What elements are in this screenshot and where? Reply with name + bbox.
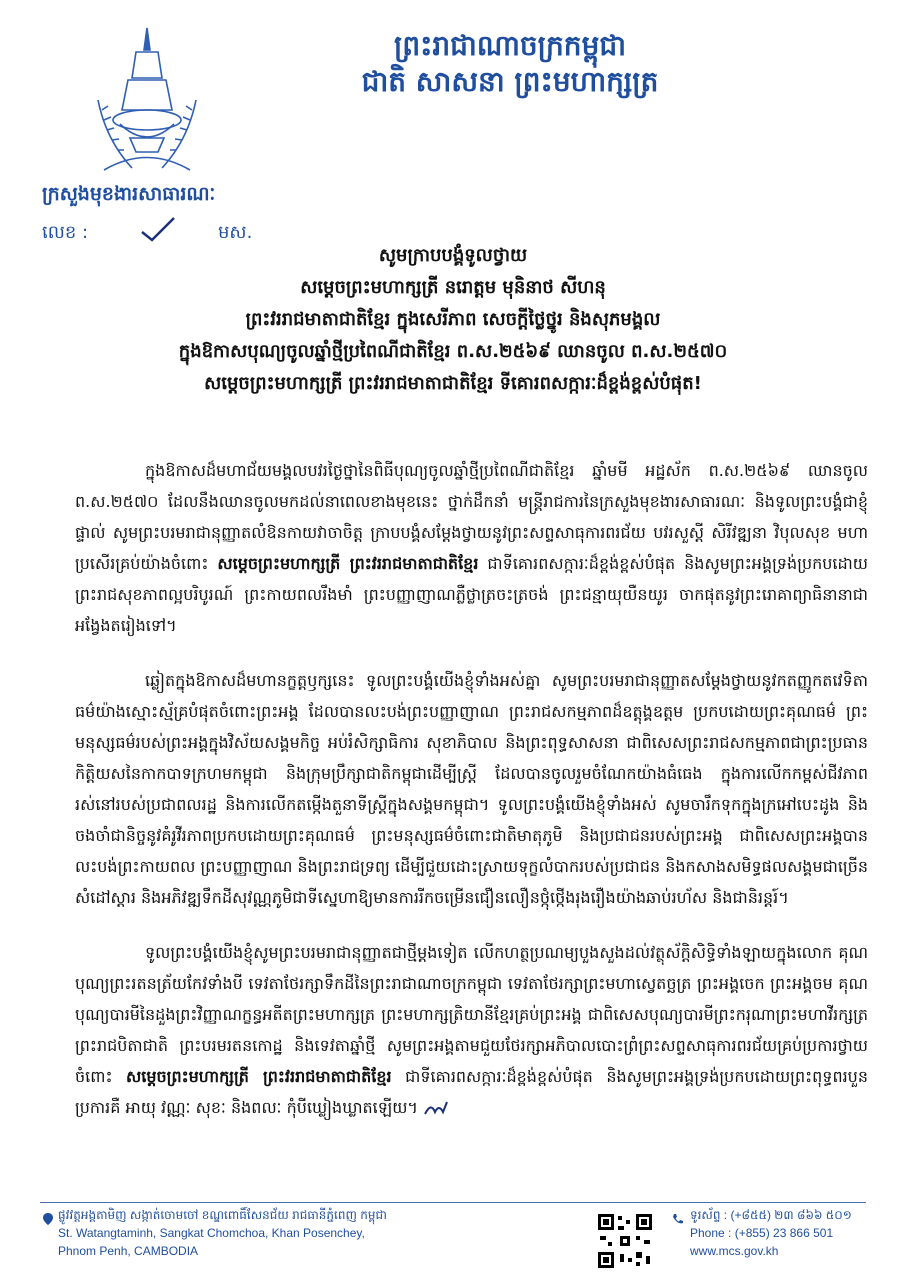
website-link[interactable]: www.mcs.gov.kh bbox=[690, 1244, 779, 1258]
phone-khmer: ទូរស័ព្ទ : (+៨៥៥) ២៣ ៨៦៦ ៥០១ bbox=[690, 1208, 852, 1222]
kingdom-header bbox=[250, 28, 770, 100]
letter-title-block bbox=[40, 240, 866, 400]
footer-contact bbox=[690, 1206, 852, 1260]
paragraph-text: ជាទីគោរពសក្ការៈដ៏ខ្ពង់ខ្ពស់បំផុត និងសូមព្រះអង្គទ្រង់ប្រកបដោយព្រះពុទ្ធពរបួនប្រការគឺ អាយុ វណ្ណៈ សុខៈ និងពលៈ កុំបីឃ្លៀងឃ្លាតឡើយ។ bbox=[75, 1067, 868, 1117]
ref-suffix: មស. bbox=[218, 222, 253, 243]
location-pin-icon bbox=[42, 1212, 54, 1226]
paragraph-bold: សម្តេចព្រះមហាក្សត្រី ព្រះវររាជមាតាជាតិខ្មែរ bbox=[126, 1067, 392, 1086]
address-khmer: ផ្លូវវត្តអង្គតាមិញ សង្កាត់ចោមចៅ ខណ្ឌពោធិ៍សែនជ័យ រាជធានីភ្នំពេញ កម្ពុជា bbox=[58, 1208, 387, 1222]
kingdom-title: ព្រះរាជាណាចក្រកម្ពុជា bbox=[393, 29, 626, 62]
ministry-name: ក្រសួងមុខងារសាធារណៈ bbox=[42, 183, 216, 205]
title-line: ក្នុងឱកាសបុណ្យចូលឆ្នាំថ្មីប្រពៃណីជាតិខ្មែរ ព.ស.២៥៦៩ ឈានចូល ព.ស.២៥៧០ bbox=[178, 341, 728, 362]
address-english-line1: St. Watangtaminh, Sangkat Chomchoa, Khan Posenchey, bbox=[58, 1226, 365, 1240]
paragraph-bold: សម្តេចព្រះមហាក្សត្រី ព្រះវររាជមាតាជាតិខ្មែរ bbox=[217, 554, 479, 573]
qr-code-icon bbox=[596, 1212, 654, 1270]
paragraph bbox=[75, 937, 868, 1123]
national-motto: ជាតិ សាសនា ព្រះមហាក្សត្រ bbox=[361, 65, 659, 98]
title-line: សូមក្រាបបង្គំទូលថ្វាយ bbox=[378, 245, 528, 266]
address-english-line2: Phnom Penh, CAMBODIA bbox=[58, 1244, 199, 1258]
paragraph-text: ទូលព្រះបង្គំយើងខ្ញុំសូមព្រះបរមរាជានុញ្ញាតជាថ្មីម្តងទៀត លើកហត្ថប្រណម្យបួងសួងដល់វត្ថុស័ក្តិសិទ្ធិទាំងឡាយក្នុងលោក គុណបុណ្យព្រះរតនត្រ័យកែវទាំងបី ទេវតាថែរក្សាទឹកដីនៃព្រះរាជាណាចក្រកម្ពុជា ទេវតាថែរក្សាព្រះមហាស្វេតច្ឆត្រ ព្រះអង្គចេក ព្រះអង្គចម គុណបុណ្យបារមីនៃដួងព្រះវិញ្ញាណក្ខន្ធអតីតព្រះមហាក្សត្រ ព្រះមហាក្សត្រិយានីខ្មែរគ្រប់ព្រះអង្គ ជាពិសេសបុណ្យបារមីព្រះករុណាព្រះមហាវីរក្សត្រព្រះរាជបិតាជាតិ ព្រះបរមរតនកោដ្ឋ និងទេវតាឆ្នាំថ្មី សូមព្រះអង្គតាមជួយថែរក្សាអភិបាលបោះព្រំព្រះសព្ទសាធុការពរជ័យគ្រប់ប្រការថ្វាយចំពោះ bbox=[75, 943, 868, 1086]
title-line: ព្រះវររាជមាតាជាតិខ្មែរ ក្នុងសេរីភាព សេចក្តីថ្លៃថ្នូរ និងសុភមង្គល bbox=[245, 309, 661, 330]
royal-emblem-icon bbox=[92, 20, 202, 185]
footer-address bbox=[58, 1206, 387, 1260]
ref-label: លេខ : bbox=[42, 222, 89, 243]
paragraph: ឆ្លៀតក្នុងឱកាសដ៏មហានក្ខត្តឫក្សនេះ ទូលព្រះបង្គំយើងខ្ញុំទាំងអស់គ្នា សូមព្រះបរមរាជានុញ្ញាតសម្តែងថ្វាយនូវកតញ្ញូកតវេទិតាធម៌យ៉ាងស្មោះស្ម័គ្របំផុតចំពោះព្រះអង្គ ដែលបានលះបង់ព្រះបញ្ញាញាណ ព្រះរាជសកម្មភាពដ៏ឧត្តុង្គឧត្តម ប្រកបដោយព្រះគុណធម៌ ព្រះមនុស្សធម៌របស់ព្រះអង្គក្នុងវិស័យសង្គមកិច្ច អប់រំសិក្សាធិការ សុខាភិបាល និងព្រះពុទ្ធសាសនា ជាពិសេសព្រះរាជសកម្មភាពជាព្រះប្រធានកិត្តិយសនៃកាកបាទក្រហមកម្ពុជា និងក្រុមប្រឹក្សាជាតិកម្ពុជាដើម្បីស្ត្រី ដែលបានចូលរួមចំណែកយ៉ាងធំធេង ក្នុងការលើកកម្ពស់ជីវភាពរស់នៅរបស់ប្រជាពលរដ្ឋ និងការលើកតម្កើងតួនាទីស្ត្រីក្នុងសង្គមកម្ពុជា។ ទូលព្រះបង្គំយើងខ្ញុំទាំងអស់ សូមចារឹកទុកក្នុងក្រអៅបេះដូង និងចងចាំជានិច្ចនូវគំរូវីរភាពប្រកបដោយព្រះគុណធម៌ ព្រះមនុស្សធម៌ចំពោះជាតិមាតុភូមិ និងប្រជាជនរបស់ព្រះអង្គ ជាពិសេសព្រះអង្គបានលះបង់ព្រះកាយពល ព្រះបញ្ញាញាណ និងព្រះរាជទ្រព្យ ដើម្បីជួយដោះស្រាយទុក្ខលំបាករបស់ប្រជាជន និងកសាងសមិទ្ធផលសង្គមជាច្រើន សំដៅស្តារ និងអភិវឌ្ឍទឹកដីសុវណ្ណភូមិជាទីស្នេហាឱ្យមានការរីកចម្រើនជឿនលឿនថ្កុំថ្កើងរុងរឿងយ៉ាងឆាប់រហ័ស និងជានិរន្តរ៍។ bbox=[75, 671, 868, 907]
title-line: សម្តេចព្រះមហាក្សត្រី ព្រះវររាជមាតាជាតិខ្មែរ ទីគោរពសក្ការៈដ៏ខ្ពង់ខ្ពស់បំផុត! bbox=[204, 373, 702, 394]
paragraph bbox=[75, 455, 868, 641]
letter-body bbox=[75, 455, 868, 1147]
title-line: សម្តេចព្រះមហាក្សត្រី នរោត្តម មុនិនាថ សីហនុ bbox=[300, 277, 606, 298]
phone-icon bbox=[672, 1213, 684, 1225]
paragraph-text: ក្នុងឱកាសដ៏មហាជ័យមង្គលបវរថ្ងៃថ្នានៃពិធីបុណ្យចូលឆ្នាំថ្មីប្រពៃណីជាតិខ្មែរ ឆ្នាំមមី អដ្ឋស័ក ព.ស.២៥៦៩ ឈានចូល ព.ស.២៥៧០ ដែលនឹងឈានចូលមកដល់នាពេលខាងមុខនេះ ថ្នាក់ដឹកនាំ មន្ត្រីរាជការនៃក្រសួងមុខងារសាធារណៈ និងទូលព្រះបង្គំជាខ្ញុំផ្ទាល់ សូមព្រះបរមរាជានុញ្ញាតលំឱនកាយវាចាចិត្ត ក្រាបបង្គំសម្តែងថ្វាយនូវព្រះសព្ទសាធុការពរជ័យ បវរសួស្តី សិរីវឌ្ឍនា វិបុលសុខ មហាប្រសើរគ្រប់យ៉ាងចំពោះ bbox=[75, 461, 868, 573]
paragraph-text: ជាទីគោរពសក្ការៈដ៏ខ្ពង់ខ្ពស់បំផុត និងសូមព្រះអង្គទ្រង់ប្រកបដោយព្រះរាជសុខភាពល្អបរិបូរណ៍ ព្រះកាយពលរឹងមាំ ព្រះបញ្ញាញាណភ្លឺថ្លាត្រចះត្រចង់ ព្រះជន្មាយុយឺនយូរ ចាកផុតនូវព្រះរោគាព្យាធិនានាជាអង្វែងតរៀងទៅ។ bbox=[75, 554, 868, 635]
footer-divider bbox=[40, 1202, 866, 1203]
phone-english: Phone : (+855) 23 866 501 bbox=[690, 1226, 834, 1240]
signature-initial-icon bbox=[423, 1100, 449, 1118]
